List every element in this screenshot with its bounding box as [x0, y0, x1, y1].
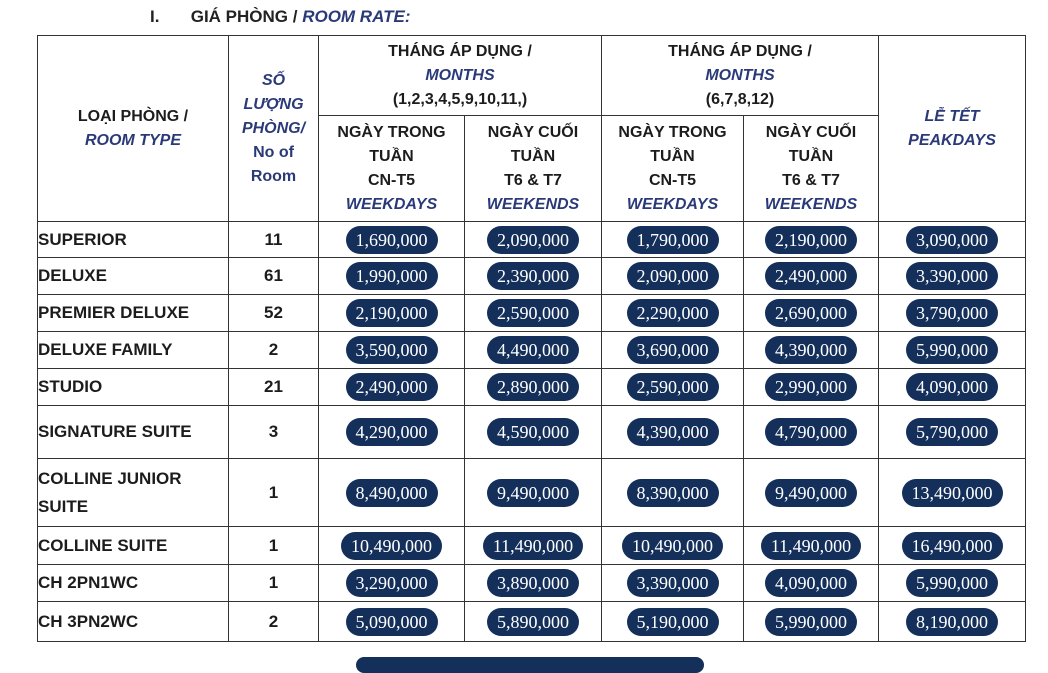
room-count-cell: 2: [229, 332, 319, 369]
header-weekday-vi-2: TUẦN: [369, 147, 414, 165]
header-group1-months: (1,2,3,4,5,9,10,11,): [392, 90, 528, 108]
price-cell-weekend-m1: [465, 602, 602, 642]
price-value: 2,890,000: [487, 373, 579, 401]
header-group2-months: (6,7,8,12): [705, 90, 775, 108]
header-peakdays: [879, 36, 1026, 222]
header-qty-en-2: Room: [250, 167, 297, 185]
price-value: 9,490,000: [487, 479, 579, 507]
price-value: 4,390,000: [765, 336, 857, 364]
room-type-cell: PREMIER DELUXE: [38, 295, 229, 332]
price-value: 5,990,000: [906, 336, 998, 364]
price-value: 5,990,000: [906, 569, 998, 597]
price-cell-weekday-m1: [319, 565, 465, 602]
price-cell-weekend-m1: [465, 527, 602, 565]
header-weekday-vi-2: TUẦN: [650, 147, 695, 165]
header-weekend-vi-1: NGÀY CUỐI: [487, 123, 579, 141]
header-weekday-vi-1: NGÀY TRONG: [618, 123, 727, 141]
price-cell-weekday-m1: [319, 258, 465, 295]
price-cell-peakdays: [879, 459, 1026, 527]
bottom-decorative-pill: [356, 657, 704, 673]
price-value: 4,790,000: [765, 418, 857, 446]
price-cell-weekend-m2: [744, 332, 879, 369]
header-weekend-vi-2: TUẦN: [510, 147, 556, 165]
price-value: 10,490,000: [341, 532, 442, 560]
price-cell-weekend-m2: [744, 459, 879, 527]
price-value: 4,590,000: [487, 418, 579, 446]
price-value: 3,290,000: [346, 569, 438, 597]
room-type-cell: SIGNATURE SUITE: [38, 406, 229, 459]
price-cell-weekend-m1: [465, 295, 602, 332]
price-cell-weekend-m1: [465, 369, 602, 406]
price-value: 2,090,000: [627, 262, 719, 290]
price-cell-weekend-m2: [744, 406, 879, 459]
header-group1-en: MONTHS: [425, 66, 495, 84]
price-value: 11,490,000: [761, 532, 861, 560]
room-count-cell: 3: [229, 406, 319, 459]
room-type-cell: SUPERIOR: [38, 222, 229, 258]
price-value: 2,390,000: [487, 262, 579, 290]
section-number: I.: [150, 7, 160, 26]
header-weekday-en: WEEKDAYS: [626, 195, 719, 213]
price-value: 2,490,000: [765, 262, 857, 290]
price-cell-weekday-m2: [602, 459, 744, 527]
price-value: 3,390,000: [906, 262, 998, 290]
room-type-cell: STUDIO: [38, 369, 229, 406]
price-cell-weekend-m2: [744, 222, 879, 258]
price-cell-peakdays: [879, 258, 1026, 295]
table-row: [38, 222, 1026, 258]
price-cell-weekday-m1: [319, 332, 465, 369]
room-type-cell: COLLINE SUITE: [38, 527, 229, 565]
header-room-count: [229, 36, 319, 222]
price-cell-weekend-m2: [744, 527, 879, 565]
price-cell-weekday-m1: [319, 527, 465, 565]
room-type-cell: DELUXE FAMILY: [38, 332, 229, 369]
price-value: 1,790,000: [627, 226, 719, 254]
price-value: 5,090,000: [346, 608, 438, 636]
price-cell-weekend-m2: [744, 602, 879, 642]
room-count-cell: 1: [229, 459, 319, 527]
header-weekend-vi-1: NGÀY CUỐI: [765, 123, 857, 141]
price-value: 2,990,000: [765, 373, 857, 401]
room-count-cell: 61: [229, 258, 319, 295]
price-cell-peakdays: [879, 527, 1026, 565]
price-value: 8,390,000: [627, 479, 719, 507]
price-cell-weekend-m1: [465, 258, 602, 295]
price-value: 2,190,000: [346, 299, 438, 327]
price-value: 4,090,000: [765, 569, 857, 597]
price-cell-weekday-m2: [602, 602, 744, 642]
room-count-cell: 21: [229, 369, 319, 406]
table-row: [38, 459, 1026, 527]
price-value: 3,090,000: [906, 226, 998, 254]
header-qty-line-1: SỐ: [261, 71, 286, 89]
header-weekend-en: WEEKENDS: [486, 195, 580, 213]
price-cell-weekday-m2: [602, 258, 744, 295]
header-month-group-2: [602, 36, 879, 116]
header-weekend-group1: [465, 116, 602, 222]
price-cell-weekend-m1: [465, 222, 602, 258]
room-count-cell: 1: [229, 565, 319, 602]
price-value: 10,490,000: [622, 532, 723, 560]
header-weekend-group2: [744, 116, 879, 222]
table-row: [38, 602, 1026, 642]
price-value: 2,490,000: [346, 373, 438, 401]
room-count-cell: 52: [229, 295, 319, 332]
price-value: 5,890,000: [487, 608, 579, 636]
room-type-cell: CH 2PN1WC: [38, 565, 229, 602]
price-value: 4,290,000: [346, 418, 438, 446]
price-value: 3,790,000: [906, 299, 998, 327]
price-cell-weekday-m2: [602, 295, 744, 332]
header-room-type-en: ROOM TYPE: [84, 131, 181, 149]
price-cell-weekend-m2: [744, 565, 879, 602]
price-cell-weekday-m1: [319, 222, 465, 258]
price-value: 5,790,000: [906, 418, 998, 446]
header-weekday-group1: [319, 116, 465, 222]
section-title-vi: GIÁ PHÒNG /: [190, 7, 298, 26]
price-cell-weekend-m2: [744, 369, 879, 406]
price-cell-weekday-m2: [602, 332, 744, 369]
price-value: 2,290,000: [627, 299, 719, 327]
price-value: 5,990,000: [765, 608, 857, 636]
header-room-type: [38, 36, 229, 222]
price-value: 2,590,000: [487, 299, 579, 327]
price-value: 2,590,000: [627, 373, 719, 401]
price-value: 2,190,000: [765, 226, 857, 254]
price-value: 3,690,000: [627, 336, 719, 364]
price-value: 11,490,000: [483, 532, 583, 560]
price-value: 3,390,000: [627, 569, 719, 597]
room-type-cell: DELUXE: [38, 258, 229, 295]
price-value: 3,890,000: [487, 569, 579, 597]
header-month-group-1: [319, 36, 602, 116]
price-cell-peakdays: [879, 406, 1026, 459]
header-group2-vi: THÁNG ÁP DỤNG /: [668, 42, 812, 60]
table-row: [38, 527, 1026, 565]
price-cell-weekday-m2: [602, 565, 744, 602]
header-group1-vi: THÁNG ÁP DỤNG /: [388, 42, 532, 60]
room-type-cell: CH 3PN2WC: [38, 602, 229, 642]
header-weekend-vi-2: TUẦN: [788, 147, 834, 165]
header-group2-en: MONTHS: [705, 66, 775, 84]
price-value: 2,690,000: [765, 299, 857, 327]
room-rate-table: [37, 35, 1026, 642]
price-cell-weekend-m1: [465, 565, 602, 602]
price-value: 4,090,000: [906, 373, 998, 401]
price-value: 1,990,000: [346, 262, 438, 290]
price-cell-weekend-m1: [465, 406, 602, 459]
header-weekday-days: CN-T5: [367, 171, 416, 189]
header-weekday-vi-1: NGÀY TRONG: [337, 123, 446, 141]
price-cell-weekday-m2: [602, 406, 744, 459]
price-cell-weekday-m1: [319, 369, 465, 406]
price-cell-weekday-m2: [602, 222, 744, 258]
header-qty-line-3: PHÒNG/: [241, 119, 306, 137]
table-row: [38, 295, 1026, 332]
section-heading: [150, 7, 411, 27]
price-cell-weekend-m2: [744, 295, 879, 332]
table-body: [38, 222, 1026, 642]
price-cell-peakdays: [879, 332, 1026, 369]
price-cell-peakdays: [879, 602, 1026, 642]
price-value: 2,090,000: [487, 226, 579, 254]
price-value: 8,190,000: [906, 608, 998, 636]
header-weekday-group2: [602, 116, 744, 222]
header-qty-en-1: No of: [253, 143, 294, 161]
price-value: 1,690,000: [346, 226, 438, 254]
price-cell-weekday-m2: [602, 527, 744, 565]
price-cell-peakdays: [879, 295, 1026, 332]
room-count-cell: 1: [229, 527, 319, 565]
room-type-cell: COLLINE JUNIOR SUITE: [38, 459, 229, 527]
price-cell-weekend-m2: [744, 258, 879, 295]
header-weekday-days: CN-T5: [648, 171, 697, 189]
price-cell-weekend-m1: [465, 332, 602, 369]
price-value: 9,490,000: [765, 479, 857, 507]
price-cell-weekend-m1: [465, 459, 602, 527]
price-cell-weekday-m1: [319, 602, 465, 642]
header-weekend-days: T6 & T7: [504, 171, 562, 189]
table-row: [38, 332, 1026, 369]
price-cell-weekday-m1: [319, 459, 465, 527]
price-cell-weekday-m1: [319, 406, 465, 459]
room-count-cell: 2: [229, 602, 319, 642]
price-cell-peakdays: [879, 565, 1026, 602]
table-row: [38, 258, 1026, 295]
price-cell-weekday-m2: [602, 369, 744, 406]
header-room-type-vi: LOẠI PHÒNG /: [77, 107, 189, 125]
price-value: 4,390,000: [627, 418, 719, 446]
price-value: 8,490,000: [346, 479, 438, 507]
price-value: 4,490,000: [487, 336, 579, 364]
price-cell-peakdays: [879, 369, 1026, 406]
table-row: [38, 369, 1026, 406]
header-weekend-en: WEEKENDS: [764, 195, 858, 213]
price-value: 13,490,000: [902, 479, 1003, 507]
table-row: [38, 565, 1026, 602]
price-value: 5,190,000: [627, 608, 719, 636]
price-value: 3,590,000: [346, 336, 438, 364]
header-peak-en: PEAKDAYS: [908, 131, 996, 149]
room-count-cell: 11: [229, 222, 319, 258]
price-cell-peakdays: [879, 222, 1026, 258]
header-qty-line-2: LƯỢNG: [243, 95, 304, 113]
price-value: 16,490,000: [902, 532, 1003, 560]
table-row: [38, 406, 1026, 459]
price-cell-weekday-m1: [319, 295, 465, 332]
header-weekday-en: WEEKDAYS: [345, 195, 438, 213]
header-weekend-days: T6 & T7: [782, 171, 840, 189]
header-peak-vi: LỄ TẾT: [924, 107, 980, 125]
section-title-en: ROOM RATE:: [302, 7, 411, 26]
